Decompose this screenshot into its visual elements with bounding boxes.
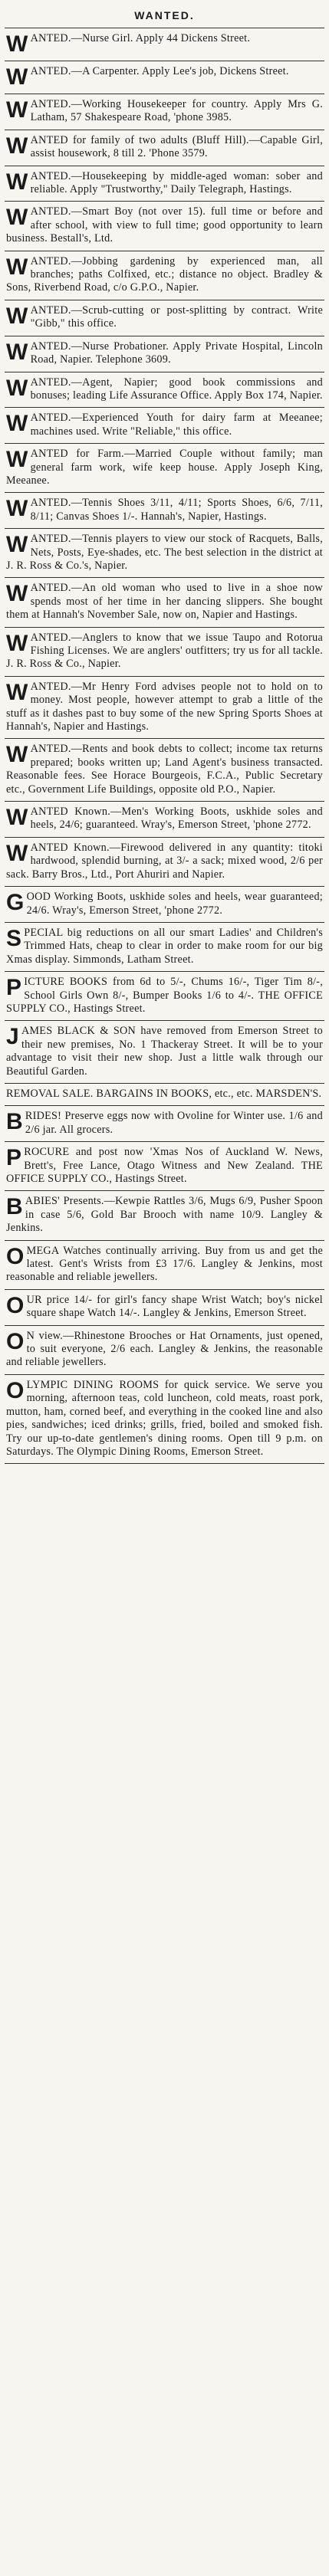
ad-text [6, 1025, 323, 1078]
ad-text [6, 582, 323, 622]
ad-body-text: ANTED.—Scrub-cutting or post-splitting by contract. Write "Gibb," this office. [30, 304, 323, 330]
ad-body-text: ANTED for family of two adults (Bluff Hill).—Capable Girl, assist housework, 8 till 2. 'Phone 3579. [30, 133, 323, 160]
drop-capital: W [6, 411, 28, 437]
drop-capital: W [6, 64, 28, 90]
ad-text [6, 32, 323, 56]
ad-body-text: ANTED.—Anglers to know that we issue Taupo and Rotorua Fishing Licenses. We are anglers' outfitters; try us for all tackle. J. R. Ross & Co., Napier. [6, 631, 323, 671]
ad-text [6, 376, 323, 403]
ad-text [6, 340, 323, 367]
classified-ad [5, 802, 324, 838]
ad-text [6, 170, 323, 197]
ad-body-text: UR price 14/- for girl's fancy shape Wrist Watch; boy's nickel square shape Watch 14/-. Langley & Jenkins, Emerson Street. [26, 1293, 323, 1320]
classified-ad [5, 166, 324, 202]
classified-ad [5, 372, 324, 409]
ad-text [6, 1245, 323, 1285]
ad-body-text: ANTED.—A Carpenter. Apply Lee's job, Dickens Street. [30, 65, 289, 77]
classified-ad [5, 887, 324, 923]
ad-body-text: ANTED Known.—Firewood delivered in any quantity: titoki hardwood, splendid burning, at 3/- a sack; mixed wood, 2/6 per sack. Barry Bros., Ltd., Port Ahuriri and Napier. [6, 841, 323, 881]
classified-ad [5, 1106, 324, 1142]
drop-capital: W [6, 303, 28, 329]
drop-capital: O [6, 1377, 25, 1403]
classified-ad [5, 336, 324, 372]
ad-body-text: ROCURE and post now 'Xmas Nos of Auckland W. News, Brett's, Free Lance, Otago Witness and New Zealand. THE OFFICE SUPPLY CO., Hastings Street. [6, 1146, 323, 1185]
classified-ad [5, 493, 324, 529]
drop-capital: B [6, 1109, 23, 1135]
ad-text [6, 1330, 323, 1370]
classified-ad [5, 677, 324, 740]
ad-body-text: ANTED.—Jobbing gardening by experienced man, all branches; paths Colfixed, etc.; distance no object. Bradley & Sons, Riverbend Road, c/o G.P.O., Napier. [6, 254, 323, 294]
ad-text [6, 497, 323, 523]
classified-ad [5, 1375, 324, 1464]
classified-ad [5, 1290, 324, 1326]
ad-body-text: LYMPIC DINING ROOMS for quick service. We serve you morning, afternoon teas, cold luncheon, cold meats, roast pork, mutton, ham, corned beef, and everything in the cooked line and also pies, sandwiches; iced drinks; grills, fried, boiled and smoked fish. Try our up-to-date gentlemen's dining rooms. Open till 9 p.m. on Saturdays. The Olympic Dining Rooms, Emerson Street. [6, 1378, 323, 1458]
classified-ad [5, 251, 324, 300]
ad-text [6, 743, 323, 796]
drop-capital: J [6, 1024, 19, 1050]
classified-ad [5, 130, 324, 166]
ad-body-text: OOD Working Boots, uskhide soles and heels, wear guaranteed; 24/6. Wray's, Emerson Street, 'phone 2772. [26, 891, 323, 917]
drop-capital: W [6, 532, 28, 558]
classified-ad [5, 94, 324, 130]
ad-text [6, 1088, 323, 1101]
ad-body-text: ANTED.—Agent, Napier; good book commissions and bonuses; leading Life Assurance Office. Apply Box 174, Napier. [30, 376, 323, 402]
drop-capital: S [6, 925, 22, 951]
classified-ad [5, 578, 324, 627]
classified-ad [5, 28, 324, 61]
classified-ad [5, 1021, 324, 1084]
drop-capital: W [6, 496, 28, 522]
ad-text [6, 134, 323, 161]
ad-body-text: ANTED.—Nurse Probationer. Apply Private Hospital, Lincoln Road, Napier. Telephone 3609. [30, 340, 323, 366]
ad-body-text: ANTED.—Working Housekeeper for country. Apply Mrs G. Latham, 57 Shakespeare Road, 'phone 3985. [30, 98, 323, 124]
drop-capital: B [6, 1194, 23, 1220]
ad-text [6, 412, 323, 438]
ad-text [6, 976, 323, 1016]
classified-ad [5, 408, 324, 444]
ad-body-text: MEGA Watches continually arriving. Buy from us and get the latest. Gent's Wrists from £3 17/6. Langley & Jenkins, most reasonable and reliable jewellers. [6, 1244, 323, 1284]
classified-ad [5, 529, 324, 578]
classified-ad [5, 628, 324, 677]
ad-body-text: ABIES' Presents.—Kewpie Rattles 3/6, Mugs 6/9, Pusher Spoon in case 5/6, Gold Bar Brooch with name 10/9. Langley & Jenkins. [6, 1195, 323, 1235]
drop-capital: W [6, 630, 28, 656]
classified-ad [5, 202, 324, 251]
ad-text [6, 255, 323, 295]
drop-capital: W [6, 133, 28, 159]
ad-body-text: PECIAL big reductions on all our smart Ladies' and Children's Trimmed Hats, cheap to clear in order to make room for our big Xmas display. Simmonds, Latham Street. [6, 926, 323, 966]
classified-ad [5, 923, 324, 972]
classified-ad [5, 444, 324, 493]
ad-body-text: ICTURE BOOKS from 6d to 5/-, Chums 16/-, Tiger Tim 8/-, School Girls Own 8/-, Bumper Books 1/6 to 4/-. THE OFFICE SUPPLY CO., Hastings Street. [6, 976, 323, 1015]
classified-ad [5, 61, 324, 94]
ad-body-text: ANTED.—Tennis players to view our stock of Racquets, Balls, Nets, Posts, Eye-shades, etc. The best selection in the district at J. R. Ross & Co.'s, Napier. [6, 533, 323, 572]
ad-text [6, 1294, 323, 1321]
classified-ad [5, 1241, 324, 1290]
drop-capital: P [6, 1145, 22, 1171]
drop-capital: O [6, 1243, 25, 1269]
ad-text [6, 1146, 323, 1186]
ad-body-text: ANTED.—Smart Boy (not over 15). full time or before and after school, with view to full time; good opportunity to learn business. Bestall's, Ltd. [6, 205, 323, 245]
drop-capital: W [6, 840, 28, 866]
drop-capital: O [6, 1292, 25, 1318]
ad-text [6, 891, 323, 917]
classified-ad [5, 838, 324, 887]
ad-text [6, 927, 323, 966]
drop-capital: G [6, 890, 25, 916]
ad-body-text: ANTED.—Tennis Shoes 3/11, 4/11; Sports Shoes, 6/6, 7/11, 8/11; Canvas Shoes 1/-. Hannah's, Napier, Hastings. [30, 497, 323, 523]
ad-body-text: REMOVAL SALE. BARGAINS IN BOOKS, etc., etc. MARSDEN'S. [6, 1087, 322, 1100]
ad-body-text: AMES BLACK & SON have removed from Emerson Street to their new premises, No. 1 Thackeray Street. It will be to your advantage to visit their new shop. Just a little walk through our Beautiful Garden. [6, 1025, 323, 1078]
ads-column [5, 28, 324, 1464]
ad-body-text: ANTED.—An old woman who used to live in a shoe now spends most of her time in her dancing slippers. She bought them at Hannah's November Sale, now on, Napier and Hastings. [6, 582, 323, 622]
ad-body-text: ANTED.—Housekeeping by middle-aged woman: sober and reliable. Apply "Trustworthy," Daily Telegraph, Hastings. [30, 169, 323, 196]
ad-body-text: ANTED.—Experienced Youth for dairy farm at Meeanee; machines used. Write "Reliable," this office. [30, 412, 323, 438]
ad-text [6, 98, 323, 125]
ad-body-text: ANTED Known.—Men's Working Boots, uskhide soles and heels, 24/6; guaranteed. Wray's, Emerson Street, 'phone 2772. [30, 806, 323, 832]
drop-capital: W [6, 679, 28, 705]
drop-capital: W [6, 339, 28, 365]
section-title: WANTED. [134, 9, 195, 21]
ad-body-text: ANTED for Farm.—Married Couple without family; man general farm work, wife keep house. Apply Joseph King, Meeanee. [6, 448, 323, 487]
ad-text [6, 1379, 323, 1459]
classified-ad [5, 1326, 324, 1375]
drop-capital: W [6, 447, 28, 473]
drop-capital: W [6, 581, 28, 607]
classified-ad [5, 300, 324, 336]
ad-body-text: RIDES! Preserve eggs now with Ovoline for Winter use. 1/6 and 2/6 jar. All grocers. [25, 1110, 323, 1136]
ad-text [6, 1110, 323, 1137]
ad-text [6, 304, 323, 331]
drop-capital: W [6, 254, 28, 280]
drop-capital: W [6, 742, 28, 768]
drop-capital: P [6, 975, 22, 1001]
ad-body-text: ANTED.—Nurse Girl. Apply 44 Dickens Street. [30, 32, 251, 44]
ad-body-text: ANTED.—Mr Henry Ford advises people not to hold on to money. Most people, however attempt to grab a little of the stuff as it dashes past to buy some of the new Spring Sports Shoes at Hannah's, Napier and Hastings. [6, 680, 323, 733]
ad-body-text: N view.—Rhinestone Brooches or Hat Ornaments, just opened, to suit everyone, 2/6 each. Langley & Jenkins, the reasonable and reliable jewellers. [6, 1329, 323, 1369]
ad-text [6, 632, 323, 671]
ad-body-text: ANTED.—Rents and book debts to collect; income tax returns prepared; books written up; Land Agent's business transacted. Reasonable fees. See Horace Bourgeois, F.C.A., Public Secretary etc., Government Life Buildings, opposite old P.O., Napier. [6, 743, 323, 796]
ad-text [6, 533, 323, 573]
ad-text [6, 205, 323, 245]
classified-ad [5, 972, 324, 1021]
ad-text [6, 806, 323, 832]
classified-ad [5, 1142, 324, 1191]
ad-text [6, 1195, 323, 1235]
drop-capital: W [6, 375, 28, 401]
drop-capital: O [6, 1328, 25, 1354]
drop-capital: W [6, 97, 28, 123]
drop-capital: W [6, 31, 28, 57]
ad-text [6, 842, 323, 881]
drop-capital: W [6, 205, 28, 231]
ad-text [6, 65, 323, 89]
classified-ad [5, 1084, 324, 1106]
classified-ad [5, 739, 324, 802]
drop-capital: W [6, 805, 28, 831]
classified-ad [5, 1191, 324, 1240]
ad-text [6, 681, 323, 734]
drop-capital: W [6, 169, 28, 195]
ad-text [6, 448, 323, 487]
